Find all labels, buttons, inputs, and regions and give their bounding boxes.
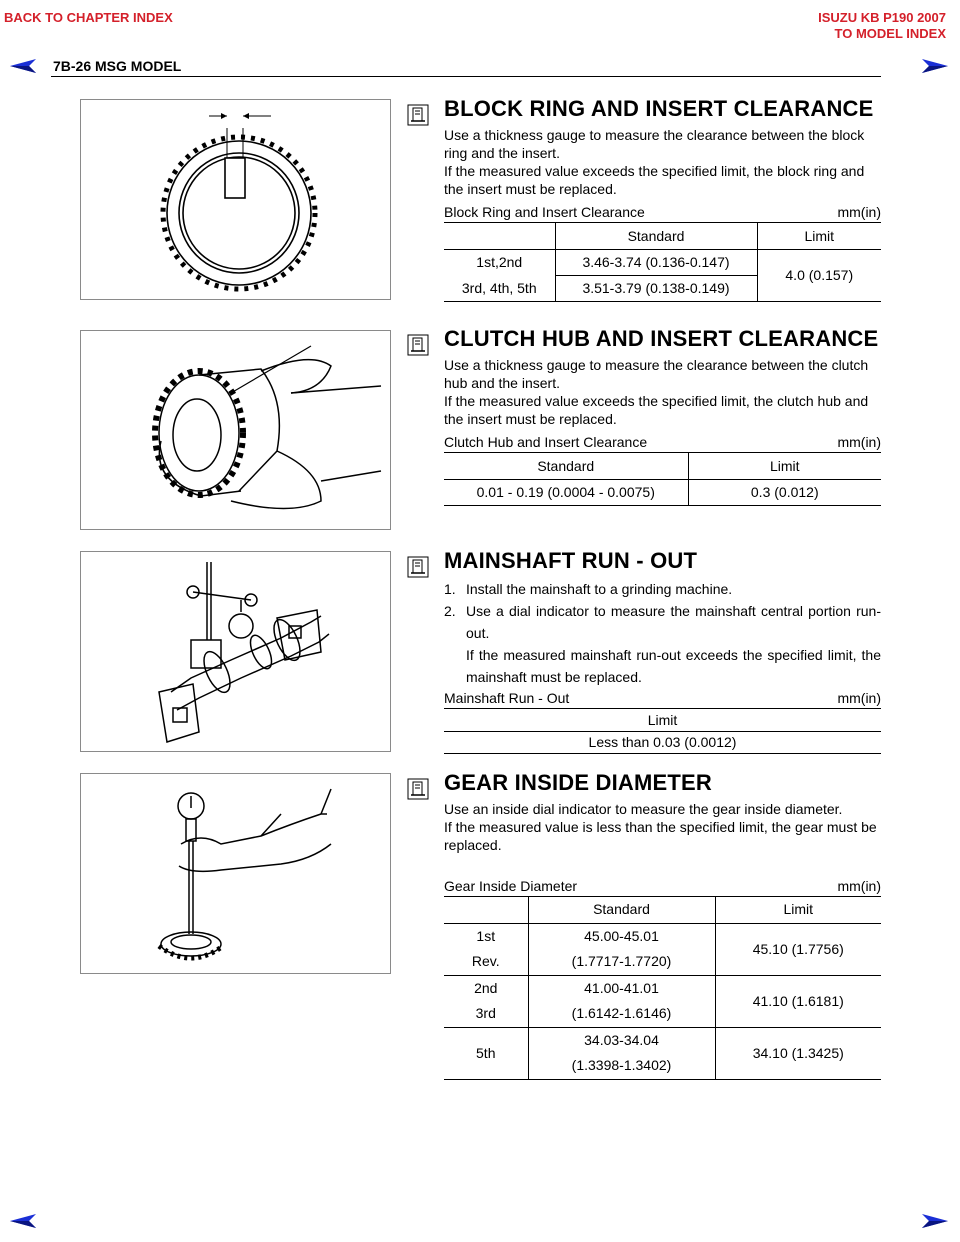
limit-cell: 4.0 (0.157) [757,249,881,301]
header-standard: Standard [555,223,757,249]
block-ring-clearance-table [444,223,881,302]
block-ring-illustration [80,99,391,300]
gear-cell: 2nd [474,980,498,996]
limit-cell: 0.3 (0.012) [688,479,881,505]
previous-page-arrow-icon[interactable] [8,1213,38,1229]
mainshaft-steps [444,578,881,688]
clutch-hub-instructions: Use a thickness gauge to measure the clearance between the clutch hub and the insert. If the measured value exceeds the specified limit, the clutch hub and the insert must be replaced. [444,357,869,427]
standard-cell: 3.51-3.79 (0.138-0.149) [555,275,757,301]
page-header: 7B-26 MSG MODEL [53,58,182,74]
clutch-hub-section-title: CLUTCH HUB AND INSERT CLEARANCE [444,326,879,351]
limit-cell: 34.10 (1.3425) [715,1027,881,1079]
standard-cell: 45.00-45.01 [584,928,659,944]
gear-diameter-table [444,897,881,1080]
header-standard: Standard [528,897,715,923]
block-ring-section-title: BLOCK RING AND INSERT CLEARANCE [444,96,874,121]
limit-cell: 41.10 (1.6181) [715,975,881,1027]
table-row [444,975,881,1027]
gear-cell: 1st,2nd [476,254,523,271]
gear-diameter-instructions: Use an inside dial indicator to measure the gear inside diameter. If the measured value is less than the specified limit, the gear must be replaced. [444,801,877,853]
limit-cell: Less than 0.03 (0.0012) [444,731,881,753]
standard-cell: 41.00-41.01 [584,980,659,996]
gear-cell: Rev. [471,953,500,969]
unit-label: mm(in) [837,434,881,450]
table-row [444,479,881,505]
gear-cell: 3rd, 4th, 5th [444,275,555,301]
step-number: 1. [444,581,456,597]
list-item [444,600,881,688]
clutch-hub-illustration [80,330,391,530]
unit-label: mm(in) [837,204,881,220]
to-model-index-link[interactable]: TO MODEL INDEX [834,26,946,41]
header-standard: Standard [444,453,688,479]
header-cell [444,897,528,923]
unit-label: mm(in) [837,690,881,706]
header-divider [51,76,881,77]
block-ring-instructions: Use a thickness gauge to measure the clearance between the block ring and the insert. If the measured value exceeds the specified limit, the block ring and the insert must be replaced. [444,127,865,197]
table-row [444,1027,881,1079]
mainshaft-section-title: MAINSHAFT RUN - OUT [444,548,698,573]
standard-cell: 0.01 - 0.19 (0.0004 - 0.0075) [444,479,688,505]
previous-page-arrow-icon[interactable] [8,58,38,74]
gear-cell: 5th [444,1027,528,1079]
gear-cell: 1st [476,928,496,944]
standard-cell: (1.3398-1.3402) [571,1057,672,1073]
clutch-hub-table-caption [444,434,881,453]
table-caption-label: Gear Inside Diameter [444,878,578,894]
gear-inside-diameter-illustration [80,773,391,974]
book-reference-icon [407,104,429,126]
table-row [444,923,881,975]
gear-diameter-section-title: GEAR INSIDE DIAMETER [444,770,713,795]
table-row [444,731,881,753]
list-item [444,578,881,600]
book-reference-icon [407,556,429,578]
step-note: If the measured mainshaft run-out exceeds the specified limit, the mainshaft must be replaced. [466,647,881,685]
next-page-arrow-icon[interactable] [920,58,950,74]
header-limit: Limit [688,453,881,479]
mainshaft-table-caption [444,690,881,709]
mainshaft-runout-illustration [80,551,391,752]
block-ring-table-caption [444,204,881,223]
model-title-link[interactable]: ISUZU KB P190 2007 [818,10,946,25]
table-caption-label: Clutch Hub and Insert Clearance [444,434,648,450]
standard-cell: 3.46-3.74 (0.136-0.147) [555,249,757,275]
book-reference-icon [407,334,429,356]
header-cell [444,223,555,249]
standard-cell: (1.6142-1.6146) [571,1005,672,1021]
gear-diameter-table-caption [444,878,881,897]
standard-cell: 34.03-34.04 [584,1032,659,1048]
header-limit: Limit [444,709,881,731]
gear-cell: 3rd [475,1005,496,1021]
unit-label: mm(in) [837,878,881,894]
header-limit: Limit [715,897,881,923]
mainshaft-runout-table [444,709,881,754]
header-limit: Limit [757,223,881,249]
back-to-chapter-index-link[interactable]: BACK TO CHAPTER INDEX [4,10,173,25]
book-reference-icon [407,778,429,800]
clutch-hub-clearance-table [444,453,881,506]
limit-cell: 45.10 (1.7756) [715,923,881,975]
step-text: Install the mainshaft to a grinding machine. [466,581,733,597]
step-text: Use a dial indicator to measure the mainshaft central portion run-out. [466,603,881,641]
next-page-arrow-icon[interactable] [920,1213,950,1229]
standard-cell: (1.7717-1.7720) [571,953,672,969]
table-caption-label: Mainshaft Run - Out [444,690,570,706]
table-row [444,249,881,275]
table-caption-label: Block Ring and Insert Clearance [444,204,645,220]
step-number: 2. [444,603,456,619]
